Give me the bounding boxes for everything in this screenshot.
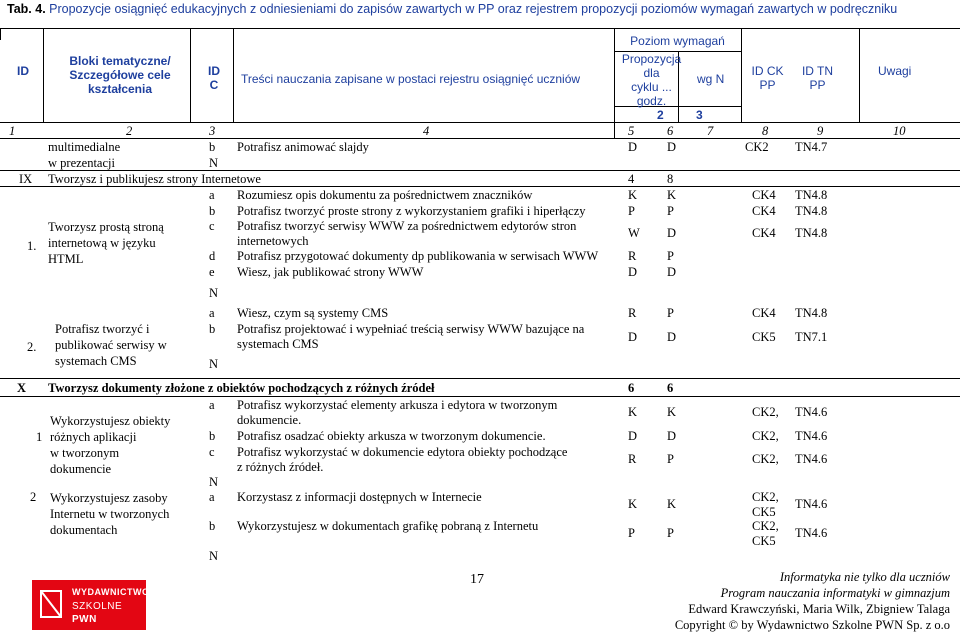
n-mark: N	[209, 156, 219, 170]
header-idck: ID CK PP	[751, 64, 784, 92]
item-letter: a	[209, 188, 215, 202]
cell-p: R	[628, 249, 637, 263]
colnum: 5	[628, 124, 635, 138]
colnum: 2	[126, 124, 133, 138]
cell-n: D	[667, 226, 677, 240]
header-idc: ID C	[208, 64, 220, 92]
row-label: w prezentacji	[48, 156, 115, 170]
cell-ck: CK2,	[752, 452, 779, 466]
item-text: Wiesz, jak publikować strony WWW	[237, 265, 424, 279]
cell-ck: CK5	[752, 534, 776, 548]
cell-p: K	[628, 188, 638, 202]
header-level: Poziom wymagań	[630, 34, 725, 48]
item-letter: b	[209, 429, 216, 443]
cell-ck: CK4	[752, 204, 776, 218]
cell-n: P	[667, 452, 674, 466]
cell-tn: TN4.8	[795, 204, 828, 218]
n-mark: N	[209, 286, 219, 300]
block-num: 2.	[27, 340, 37, 354]
cell-p: R	[628, 306, 637, 320]
cell-tn: TN7.1	[795, 330, 828, 344]
cell-p: K	[628, 497, 638, 511]
header-notes: Uwagi	[878, 64, 912, 78]
item-letter: a	[209, 306, 215, 320]
cell-ck: CK5	[752, 330, 776, 344]
header-id: ID	[17, 64, 29, 78]
cell-p: R	[628, 452, 637, 466]
item-letter: e	[209, 265, 215, 279]
item-text: Wykorzystujesz w dokumentach grafikę pobraną z Internetu	[237, 519, 539, 533]
footer-line: Edward Krawczyński, Maria Wilk, Zbigniew Talaga	[688, 602, 950, 616]
table-caption	[7, 2, 897, 16]
cell-ck: CK5	[752, 505, 776, 519]
block-label: Potrafisz tworzyć i publikować serwisy w systemach CMS	[55, 322, 167, 368]
cell-ck: CK2,	[752, 490, 779, 504]
item-letter: b	[209, 140, 216, 154]
item-text: z różnych źródeł.	[237, 460, 324, 474]
cell-p: D	[628, 265, 638, 279]
cell-n: P	[667, 204, 674, 218]
footer	[675, 569, 950, 633]
item-text: Wiesz, czym są systemy CMS	[237, 306, 389, 320]
cell-ck: CK4	[752, 306, 776, 320]
item-letter: c	[209, 219, 215, 233]
logo-text: SZKOLNE	[72, 601, 123, 612]
item-letter: d	[209, 249, 216, 263]
cell-p: P	[628, 526, 635, 540]
item-text: Potrafisz tworzyć serwisy WWW za pośrednictwem edytorów stron	[237, 219, 577, 233]
header-three: 3	[696, 108, 703, 122]
cell-ck: CK2,	[752, 429, 779, 443]
logo-icon	[39, 589, 63, 619]
item-letter: a	[209, 398, 215, 412]
item-text: Potrafisz wykorzystać elementy arkusza i edytora w tworzonym	[237, 398, 558, 412]
item-text: Potrafisz wykorzystać w dokumencie edytora obiekty pochodzące	[237, 445, 568, 459]
publisher-logo	[32, 580, 150, 630]
cell-ck: CK2,	[752, 405, 779, 419]
cell-tn: TN4.6	[795, 526, 828, 540]
cell-ck: CK4	[752, 188, 776, 202]
footer-line: Informatyka nie tylko dla uczniów	[779, 570, 950, 584]
item-text: Potrafisz projektować i wypełniać treścią serwisy WWW bazujące na	[237, 322, 585, 336]
n-mark: N	[209, 475, 219, 489]
colnum: 7	[707, 124, 714, 138]
block-num: 1.	[27, 239, 37, 253]
cell-p: 4	[628, 172, 635, 186]
cell-n: D	[667, 140, 677, 154]
caption-label: Tab. 4.	[7, 2, 46, 16]
section-title: Tworzysz i publikujesz strony Internetowe	[48, 172, 261, 186]
block-label: Wykorzystujesz obiekty różnych aplikacji w tworzonym dokumencie	[50, 414, 171, 476]
cell-tn: TN4.6	[795, 497, 828, 511]
cell-n: 6	[667, 381, 674, 395]
cell-n: K	[667, 188, 677, 202]
logo-text: PWN	[72, 614, 97, 625]
cell-n: P	[667, 526, 674, 540]
item-text: internetowych	[237, 234, 309, 248]
header-content: Treści nauczania zapisane w postaci rejestru osiągnięć uczniów	[241, 72, 581, 86]
header-two: 2	[657, 108, 664, 122]
cell-n: P	[667, 306, 674, 320]
colnum: 9	[817, 124, 824, 138]
header-wgn: wg N	[697, 72, 725, 86]
item-letter: b	[209, 519, 216, 533]
item-letter: a	[209, 490, 215, 504]
cell-p: K	[628, 405, 638, 419]
cell-tn: TN4.8	[795, 188, 828, 202]
footer-line: Copyright © by Wydawnictwo Szkolne PWN Sp. z o.o	[674, 618, 950, 632]
cell-tn: TN4.8	[795, 306, 828, 320]
cell-p: D	[628, 429, 638, 443]
item-text: Potrafisz osadzać obiekty arkusza w tworzonym dokumencie.	[237, 429, 546, 443]
item-text: Korzystasz z informacji dostępnych w Internecie	[237, 490, 482, 504]
section-id: IX	[19, 172, 33, 186]
block-num: 2	[30, 490, 37, 504]
cell-n: K	[667, 497, 677, 511]
cell-ck: CK4	[752, 226, 776, 240]
cell-tn: TN4.6	[795, 429, 828, 443]
section-id: X	[17, 381, 27, 395]
cell-p: W	[628, 226, 640, 240]
item-text: Potrafisz przygotować dokumenty dp publikowania w serwisach WWW	[237, 249, 599, 263]
cell-p: D	[628, 140, 638, 154]
cell-n: D	[667, 429, 677, 443]
colnum: 4	[423, 124, 430, 138]
cell-tn: TN4.7	[795, 140, 828, 154]
header-blocks: Bloki tematyczne/ Szczegółowe cele kształcenia	[69, 54, 171, 96]
cell-n: P	[667, 249, 674, 263]
cell-p: 6	[628, 381, 635, 395]
item-text: Potrafisz animować slajdy	[237, 140, 369, 154]
n-mark: N	[209, 549, 219, 563]
row-label: multimedialne	[48, 140, 121, 154]
item-letter: b	[209, 204, 216, 218]
colnum: 10	[893, 124, 906, 138]
colnum: 6	[667, 124, 674, 138]
colnum: 8	[762, 124, 769, 138]
cell-ck: CK2,	[752, 519, 779, 533]
item-text: systemach CMS	[237, 337, 319, 351]
header-idtn: ID TN PP	[801, 64, 834, 92]
cell-tn: TN4.6	[795, 452, 828, 466]
logo-text: WYDAWNICTWO	[72, 587, 150, 597]
item-letter: b	[209, 322, 216, 336]
block-num: 1	[36, 430, 43, 444]
page-number: 17	[470, 572, 484, 587]
cell-n: D	[667, 330, 677, 344]
item-text: Potrafisz tworzyć proste strony z wykorzystaniem grafiki i hiperłączy	[237, 204, 586, 218]
cell-n: D	[667, 265, 677, 279]
item-text: dokumencie.	[237, 413, 302, 427]
section-title: Tworzysz dokumenty złożone z obiektów pochodzących z różnych źródeł	[48, 381, 435, 395]
cell-p: D	[628, 330, 638, 344]
cell-p: P	[628, 204, 635, 218]
caption-text: Propozycje osiągnięć edukacyjnych z odniesieniami do zapisów zawartych w PP oraz rejestrem propozycji poziomów wymagań zawartych w podręczniku	[49, 2, 898, 16]
header-proposal: Propozycja dla cyklu ... godz.	[621, 52, 682, 108]
cell-n: K	[667, 405, 677, 419]
item-letter: c	[209, 445, 215, 459]
colnum: 3	[209, 124, 216, 138]
item-text: Rozumiesz opis dokumentu za pośrednictwem znaczników	[237, 188, 533, 202]
cell-tn: TN4.6	[795, 405, 828, 419]
n-mark: N	[209, 357, 219, 371]
block-label: Tworzysz prostą stroną internetową w języku HTML	[48, 220, 164, 266]
block-label: Wykorzystujesz zasoby Internetu w tworzonych dokumentach	[50, 491, 170, 537]
footer-line: Program nauczania informatyki w gimnazjum	[720, 586, 950, 600]
cell-ck: CK2	[745, 140, 769, 154]
cell-tn: TN4.8	[795, 226, 828, 240]
cell-n: 8	[667, 172, 674, 186]
colnum: 1	[9, 124, 16, 138]
